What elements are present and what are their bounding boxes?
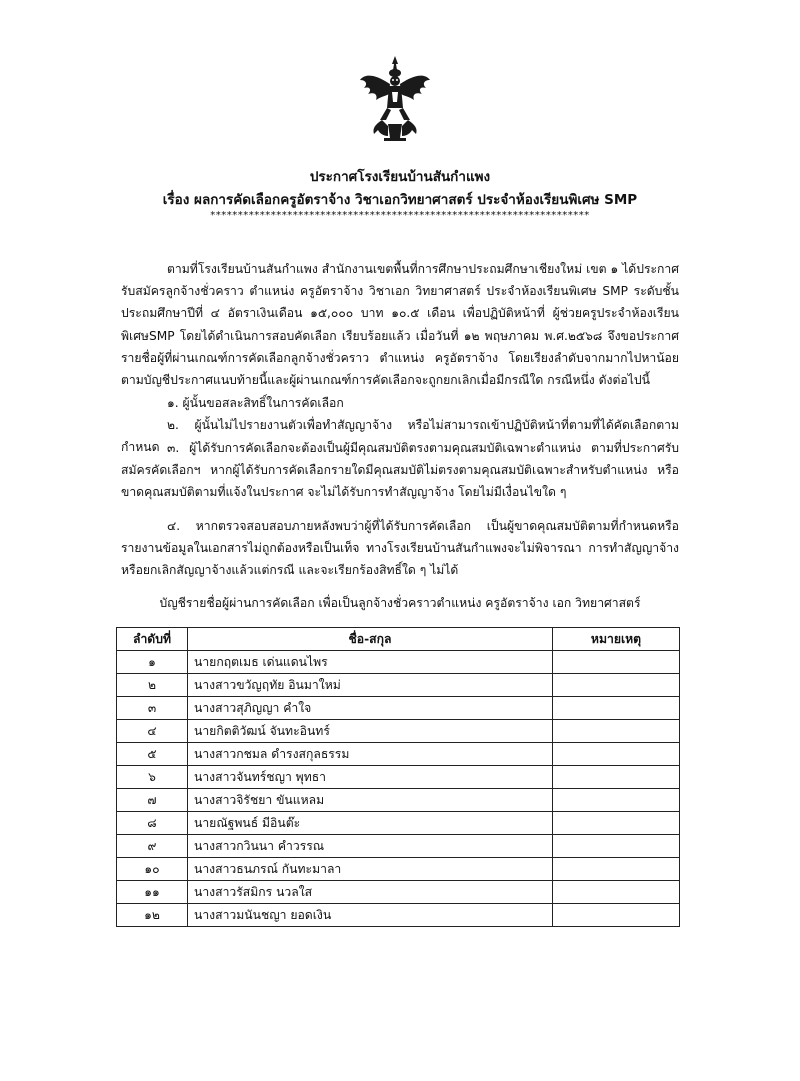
header-name: ชื่อ-สกุล [188, 628, 553, 651]
announcement-title: ประกาศโรงเรียนบ้านสันกำแพง [309, 169, 491, 185]
row-name: นางสาวจันทร์ชญา พุทธา [188, 766, 553, 789]
table-row [117, 858, 680, 881]
row-note [553, 674, 680, 697]
row-name: นางสาวมนันชญา ยอดเงิน [188, 904, 553, 927]
row-order: ๗ [117, 789, 188, 812]
table-row [117, 651, 680, 674]
condition-item-3: ๓. ผู้ได้รับการคัดเลือกจะต้องเป็นผู้มีคุณสมบัติตรงตามคุณสมบัติเฉพาะตำแหน่ง ตามที่ประกาศรับสมัครคัดเลือกฯ หากผู้ได้รับการคัดเลือกรายใดมีคุณสมบัติไม่ตรงตามคุณสมบัติเฉพาะสำหรับตำแหน่ง หรือขาดคุณสมบัติตามที่แจ้งในประกาศ จะไม่ได้รับการทำสัญญาจ้าง โดยไม่มีเงื่อนไขใด ๆ [121, 441, 679, 500]
row-name: นางสาวจิรัชยา ขันแหลม [188, 789, 553, 812]
row-name: นางสาวขวัญฤทัย อินมาใหม่ [188, 674, 553, 697]
row-order: ๓ [117, 697, 188, 720]
row-note [553, 720, 680, 743]
row-order: ๔ [117, 720, 188, 743]
separator-line: ********************************************************************* [210, 210, 590, 221]
intro-paragraph: ตามที่โรงเรียนบ้านสันกำแพง สำนักงานเขตพื้นที่การศึกษาประถมศึกษาเชียงใหม่ เขต ๑ ได้ประกาศรับสมัครลูกจ้างชั่วคราว ตำแหน่ง ครูอัตราจ้าง วิชาเอก วิทยาศาสตร์ ประจำห้องเรียนพิเศษ SMP ระดับชั้นประถมศึกษาปีที่ ๔ อัตราเงินเดือน ๑๕,๐๐๐ บาท ๑๐.๕ เดือน เพื่อปฏิบัติหน้าที่ ผู้ช่วยครูประจำห้องเรียนพิเศษSMP โดยได้ดำเนินการสอบคัดเลือก เรียบร้อยแล้ว เมื่อวันที่ ๑๒ พฤษภาคม พ.ศ.๒๕๖๘ จึงขอประกาศรายชื่อผู้ที่ผ่านเกณฑ์การคัดเลือกลูกจ้างชั่วคราว ตำแหน่ง ครูอัตราจ้าง โดยเรียงลำดับจากมากไปหาน้อยตามบัญชีประกาศแนบท้ายนี้และผู้ผ่านเกณฑ์การคัดเลือกจะถูกยกเลิกเมื่อมีกรณีใด กรณีหนึ่ง ดังต่อไปนี้ [121, 262, 679, 388]
row-name: นางสาวรัสมิกร นวลใส [188, 881, 553, 904]
announcement-subject: เรื่อง ผลการคัดเลือกครูอัตราจ้าง วิชาเอกวิทยาศาสตร์ ประจำห้องเรียนพิเศษ SMP [162, 192, 638, 208]
row-note [553, 651, 680, 674]
row-note [553, 812, 680, 835]
garuda-emblem-icon [358, 54, 432, 142]
row-note [553, 835, 680, 858]
table-caption: บัญชีรายชื่อผู้ผ่านการคัดเลือก เพื่อเป็นลูกจ้างชั่วคราวตำแหน่ง ครูอัตราจ้าง เอก วิทยาศาสตร์ [159, 596, 641, 610]
row-order: ๑ [117, 651, 188, 674]
row-name: นางสาวกวินนา คำวรรณ [188, 835, 553, 858]
row-order: ๖ [117, 766, 188, 789]
row-order: ๒ [117, 674, 188, 697]
header-note: หมายเหตุ [553, 628, 680, 651]
row-order: ๑๒ [117, 904, 188, 927]
table-row [117, 743, 680, 766]
candidate-table [116, 627, 680, 927]
table-row [117, 674, 680, 697]
row-name: นางสาวสุภิญญา คำใจ [188, 697, 553, 720]
row-order: ๘ [117, 812, 188, 835]
row-note [553, 743, 680, 766]
row-note [553, 789, 680, 812]
row-order: ๙ [117, 835, 188, 858]
table-row [117, 697, 680, 720]
condition-item-1: ๑. ผู้นั้นขอสละสิทธิ์ในการคัดเลือก [167, 396, 344, 410]
table-row [117, 904, 680, 927]
row-note [553, 881, 680, 904]
row-note [553, 904, 680, 927]
row-name: นายกิตติวัฒน์ จันทะอินทร์ [188, 720, 553, 743]
row-name: นายกฤตเมธ เด่นแดนไพร [188, 651, 553, 674]
table-row [117, 720, 680, 743]
table-header-row [117, 628, 680, 651]
table-row [117, 789, 680, 812]
condition-item-4: ๔. หากตรวจสอบสอบภายหลังพบว่าผู้ที่ได้รับการคัดเลือก เป็นผู้ขาดคุณสมบัติตามที่กำหนดหรือรายงานข้อมูลในเอกสารไม่ถูกต้องหรือเป็นเท็จ ทางโรงเรียนบ้านสันกำแพงจะไม่พิจารณา การทำสัญญาจ้าง หรือยกเลิกสัญญาจ้างแล้วแต่กรณี และจะเรียกร้องสิทธิ์ใด ๆ ไม่ได้ [121, 519, 679, 578]
row-name: นางสาวธนภรณ์ กันทะมาลา [188, 858, 553, 881]
table-row [117, 766, 680, 789]
row-note [553, 697, 680, 720]
table-row [117, 835, 680, 858]
table-row [117, 812, 680, 835]
row-order: ๕ [117, 743, 188, 766]
table-row [117, 881, 680, 904]
condition-item-2: ๒. ผู้นั้นไม่ไปรายงานตัวเพื่อทำสัญญาจ้าง หรือไม่สามารถเข้าปฏิบัติหน้าที่ตามที่ได้คัดเลือกตามกำหนด [121, 418, 679, 455]
header-order: ลำดับที่ [117, 628, 188, 651]
row-note [553, 858, 680, 881]
row-name: นายณัฐพนธ์ มีอินต๊ะ [188, 812, 553, 835]
row-order: ๑๑ [117, 881, 188, 904]
row-name: นางสาวกชมล ดำรงสกุลธรรม [188, 743, 553, 766]
row-order: ๑๐ [117, 858, 188, 881]
row-note [553, 766, 680, 789]
